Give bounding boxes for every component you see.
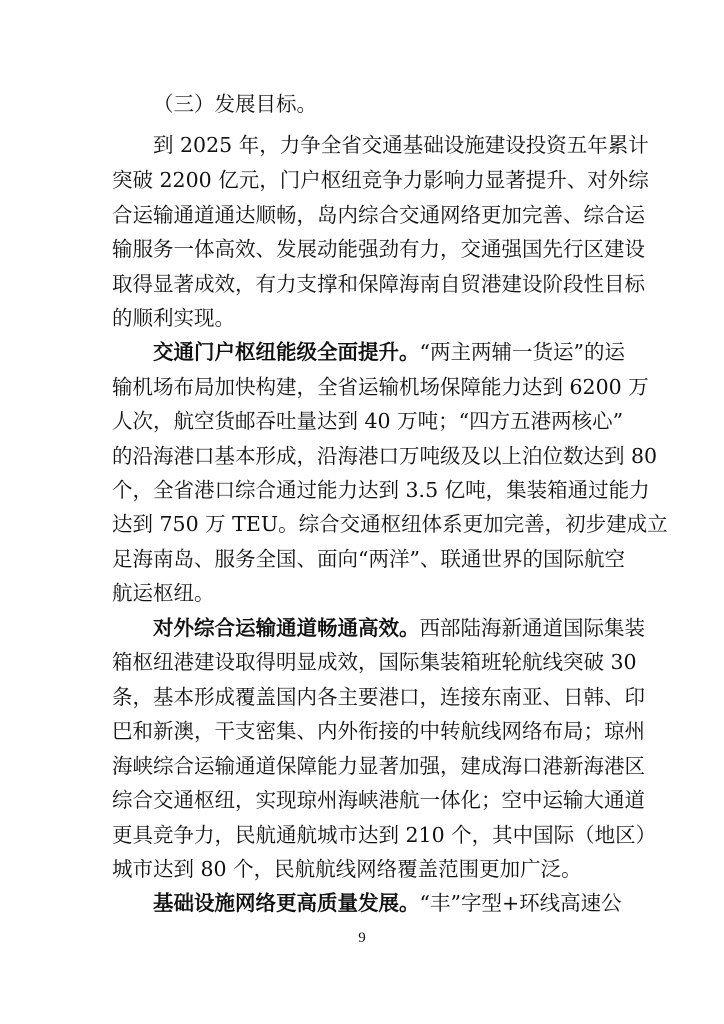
paragraph-2-line-4: 的沿海港口基本形成，沿海港口万吨级及以上泊位数达到 80: [112, 444, 658, 468]
paragraph-3-line-1: [153, 610, 645, 646]
paragraph-3-line-7: 更具竞争力，民航通航城市达到 210 个，其中国际（地区）: [112, 823, 657, 847]
paragraph-4-line-1: [153, 885, 620, 921]
paragraph-2-line-2: 输机场布局加快构建，全省运输机场保障能力达到 6200 万: [112, 375, 649, 399]
section-heading-text: （三）发展目标。: [153, 92, 317, 116]
paragraph-2-line-1: [153, 334, 625, 370]
paragraph-2-line-3: 人次，航空货邮吞吐量达到 40 万吨；“四方五港两核心”: [112, 409, 624, 433]
paragraph-1-line-1: 到 2025 年，力争全省交通基础设施建设投资五年累计: [153, 133, 649, 157]
paragraph-3-line-5: 海峡综合运输通道保障能力显著加强，建成海口港新海港区: [112, 754, 645, 778]
paragraph-2-line-7: 足海南岛、服务全国、面向“两洋”、联通世界的国际航空: [112, 547, 625, 571]
section-heading: [153, 86, 620, 122]
paragraph-2-line-6: 达到 750 万 TEU。综合交通枢纽体系更加完善，初步建成立: [112, 512, 668, 536]
paragraph-3-line-4: 巴和新澳，干支密集、内外衔接的中转航线网络布局；琼州: [112, 719, 645, 743]
paragraph-4-line-1-text: “丰”字型+环线高速公: [419, 891, 622, 915]
paragraph-1-line-6: 的顺利实现。: [112, 306, 235, 330]
paragraph-1-line-2: 突破 2200 亿元，门户枢纽竞争力影响力显著提升、对外综: [112, 168, 649, 192]
paragraph-3-line-2: 箱枢纽港建设取得明显成效，国际集装箱班轮航线突破 30: [112, 650, 637, 674]
paragraph-2-line-5: 个，全省港口综合通过能力达到 3.5 亿吨，集装箱通过能力: [112, 478, 650, 502]
paragraph-2-lead: 交通门户枢纽能级全面提升。: [153, 340, 420, 364]
paragraph-4-lead: 基础设施网络更高质量发展。: [153, 891, 420, 915]
paragraph-3-lead: 对外综合运输通道畅通高效。: [153, 616, 420, 640]
paragraph-1-line-4: 输服务一体高效、发展动能强劲有力，交通强国先行区建设: [112, 237, 645, 261]
page-number: 9: [358, 930, 366, 946]
paragraph-3-line-6: 综合交通枢纽，实现琼州海峡港航一体化；空中运输大通道: [112, 788, 645, 812]
paragraph-3-line-3: 条，基本形成覆盖国内各主要港口，连接东南亚、日韩、印: [112, 685, 645, 709]
paragraph-3-line-8: 城市达到 80 个，民航航线网络覆盖范围更加广泛。: [112, 857, 582, 881]
paragraph-1-line-5: 取得显著成效，有力支撑和保障海南自贸港建设阶段性目标: [112, 272, 645, 296]
paragraph-1-line-3: 合运输通道通达顺畅，岛内综合交通网络更加完善、综合运: [112, 203, 645, 227]
paragraph-2-line-8: 航运枢纽。: [112, 581, 215, 605]
paragraph-3-line-1-text: 西部陆海新通道国际集装: [419, 616, 645, 640]
paragraph-2-line-1-text: “两主两辅一货运”的运: [419, 340, 625, 364]
